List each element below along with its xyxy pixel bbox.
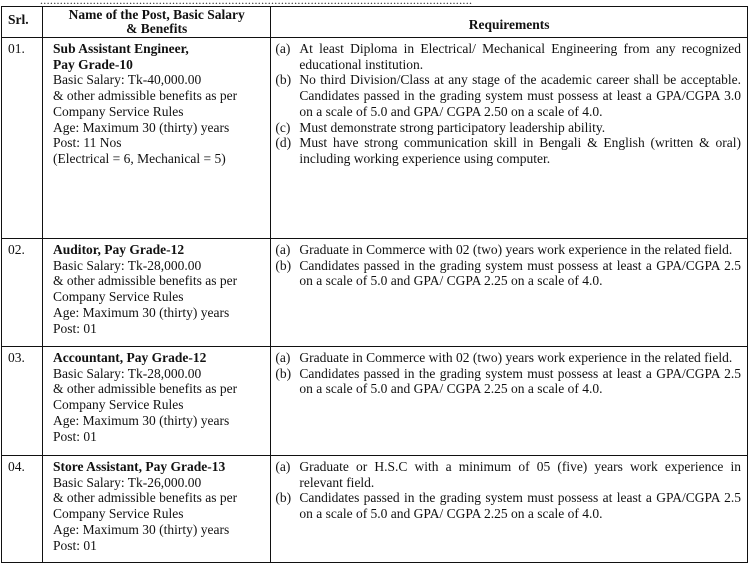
requirement-item bbox=[275, 459, 741, 490]
requirement-item bbox=[275, 135, 741, 166]
requirement-label: (b) bbox=[275, 257, 292, 273]
requirements-cell bbox=[271, 38, 748, 239]
table-row bbox=[2, 456, 748, 563]
requirement-item bbox=[275, 258, 741, 289]
basic-salary: Basic Salary: Tk-28,000.00 bbox=[53, 365, 202, 381]
job-requirements-table bbox=[1, 6, 748, 563]
requirement-text: No third Division/Class at any stage of the academic career shall be acceptable. Candidates passed in the grading system must possess at least a GPA/CGPA 3.0 on a scale of 5.0 and GPA/ CGPA 2.50 on a scale of 4.0. bbox=[299, 72, 741, 119]
post-cell bbox=[43, 456, 271, 563]
post-count: Post: 11 Nos bbox=[53, 135, 122, 151]
post-cell bbox=[43, 38, 271, 239]
header-post-line2: & Benefits bbox=[126, 21, 188, 36]
header-requirements: Requirements bbox=[271, 7, 748, 38]
header-post-line1: Name of the Post, Basic Salary bbox=[68, 7, 245, 22]
table-row bbox=[2, 347, 748, 456]
requirement-item bbox=[275, 120, 741, 136]
requirement-label: (b) bbox=[275, 490, 292, 506]
requirement-item bbox=[275, 41, 741, 72]
basic-salary: Basic Salary: Tk-28,000.00 bbox=[53, 257, 202, 273]
service-rules: Company Service Rules bbox=[53, 103, 184, 119]
post-cell bbox=[43, 239, 271, 347]
requirement-text: Candidates passed in the grading system must possess at least a GPA/CGPA 2.5 on a scale of 5.0 and GPA/ CGPA 2.25 on a scale of 4.0. bbox=[299, 490, 741, 522]
benefits-line: & other admissible benefits as per bbox=[53, 490, 238, 506]
service-rules: Company Service Rules bbox=[53, 397, 184, 413]
requirements-cell bbox=[271, 347, 748, 456]
requirement-text: At least Diploma in Electrical/ Mechanical Engineering from any recognized educational institution. bbox=[299, 41, 741, 72]
requirement-label: (a) bbox=[275, 41, 291, 56]
requirement-item bbox=[275, 242, 741, 258]
requirements-cell bbox=[271, 456, 748, 563]
header-post bbox=[43, 7, 271, 38]
requirement-label: (a) bbox=[275, 242, 291, 257]
post-title: Store Assistant, Pay Grade-13 bbox=[53, 459, 226, 474]
benefits-line: & other admissible benefits as per bbox=[53, 273, 238, 289]
basic-salary: Basic Salary: Tk-40,000.00 bbox=[53, 72, 202, 88]
post-cell bbox=[43, 347, 271, 456]
post-grade: Pay Grade-10 bbox=[53, 56, 133, 72]
row-serial: 01. bbox=[2, 38, 43, 239]
requirement-text: Must demonstrate strong participatory leadership ability. bbox=[299, 119, 606, 135]
post-title: Accountant, Pay Grade-12 bbox=[53, 350, 207, 365]
service-rules: Company Service Rules bbox=[53, 289, 184, 305]
benefits-line: & other admissible benefits as per bbox=[53, 381, 238, 397]
table-header-row bbox=[2, 7, 748, 38]
requirement-item bbox=[275, 490, 741, 521]
requirement-text: Candidates passed in the grading system must possess at least a GPA/CGPA 2.5 on a scale of 5.0 and GPA/ CGPA 2.25 on a scale of 4.0. bbox=[299, 257, 741, 289]
row-serial: 03. bbox=[2, 347, 43, 456]
age-limit: Age: Maximum 30 (thirty) years bbox=[53, 119, 230, 135]
post-count: Post: 01 bbox=[53, 428, 97, 444]
age-limit: Age: Maximum 30 (thirty) years bbox=[53, 304, 230, 320]
requirement-item bbox=[275, 350, 741, 366]
cropped-text: ................................................................................................................................... bbox=[40, 0, 473, 7]
age-limit: Age: Maximum 30 (thirty) years bbox=[53, 412, 230, 428]
requirement-label: (b) bbox=[275, 365, 292, 381]
benefits-line: & other admissible benefits as per bbox=[53, 88, 238, 104]
requirement-text: Graduate or H.S.C with a minimum of 05 (five) years work experience in relevant field. bbox=[299, 459, 741, 490]
requirement-label: (c) bbox=[275, 119, 291, 135]
post-title: Sub Assistant Engineer, bbox=[53, 41, 189, 56]
requirement-label: (d) bbox=[275, 135, 292, 151]
basic-salary: Basic Salary: Tk-26,000.00 bbox=[53, 474, 202, 490]
table-row bbox=[2, 38, 748, 239]
post-count: Post: 01 bbox=[53, 537, 97, 553]
requirement-item bbox=[275, 366, 741, 397]
table-row bbox=[2, 239, 748, 347]
age-limit: Age: Maximum 30 (thirty) years bbox=[53, 521, 230, 537]
requirement-item bbox=[275, 72, 741, 119]
requirement-text: Graduate in Commerce with 02 (two) years work experience in the related field. bbox=[299, 350, 733, 365]
header-srl: Srl. bbox=[2, 7, 43, 38]
row-serial: 02. bbox=[2, 239, 43, 347]
requirement-label: (b) bbox=[275, 72, 292, 88]
post-count: Post: 01 bbox=[53, 320, 97, 336]
post-title: Auditor, Pay Grade-12 bbox=[53, 242, 185, 257]
service-rules: Company Service Rules bbox=[53, 506, 184, 522]
requirement-text: Graduate in Commerce with 02 (two) years work experience in the related field. bbox=[299, 242, 733, 257]
requirement-text: Candidates passed in the grading system must possess at least a GPA/CGPA 2.5 on a scale of 5.0 and GPA/ CGPA 2.25 on a scale of 4.0. bbox=[299, 365, 741, 397]
requirement-label: (a) bbox=[275, 350, 291, 365]
requirement-text: Must have strong communication skill in Bengali & English (written & oral) including working experience using computer. bbox=[299, 135, 741, 166]
row-serial: 04. bbox=[2, 456, 43, 563]
post-breakdown: (Electrical = 6, Mechanical = 5) bbox=[53, 150, 226, 166]
requirement-label: (a) bbox=[275, 459, 291, 474]
requirements-cell bbox=[271, 239, 748, 347]
